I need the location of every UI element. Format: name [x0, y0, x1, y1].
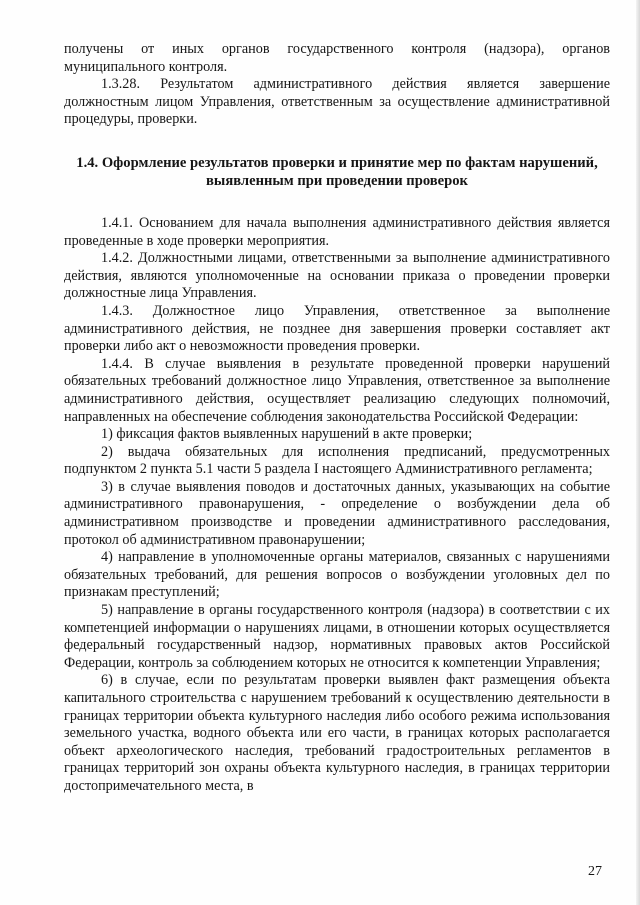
paragraph-1-4-4: 1.4.4. В случае выявления в результате проведенной проверки нарушений обязательных требований должностное лицо Управления, ответственное за выполнение административного действия, осуществляет реализацию следующих полномочий, направленных на обеспечение соблюдения законодательства Российской Федерации: — [64, 355, 610, 425]
list-item-4: 4) направление в уполномоченные органы материалов, связанных с нарушениями обязательных требований, для решения вопросов о возбуждении уголовных дел по признакам преступлений; — [64, 549, 610, 601]
document-body — [64, 41, 610, 796]
paragraph-1-4-1: 1.4.1. Основанием для начала выполнения административного действия является проведенные в ходе проверки мероприятия. — [64, 214, 610, 249]
page-number: 27 — [588, 864, 602, 879]
section-heading-1-4: 1.4. Оформление результатов проверки и принятие мер по фактам нарушений, выявленным при проведении проверок — [76, 154, 598, 189]
list-item-3: 3) в случае выявления поводов и достаточных данных, указывающих на событие административного правонарушения, - определение о возбуждении дела об административном производстве и проведении административного расследования, протокол об административном правонарушении; — [64, 478, 610, 548]
scan-edge-shadow — [636, 0, 640, 905]
list-item-1: 1) фиксация фактов выявленных нарушений в акте проверки; — [101, 426, 473, 443]
paragraph-1-4-3: 1.4.3. Должностное лицо Управления, ответственное за выполнение административного действия, не позднее дня завершения проверки составляет акт проверки либо акт о невозможности проведения проверки. — [64, 302, 610, 355]
list-item-2: 2) выдача обязательных для исполнения предписаний, предусмотренных подпунктом 2 пункта 5.1 части 5 раздела I настоящего Административного регламента; — [64, 443, 610, 478]
list-item-5: 5) направление в органы государственного контроля (надзора) в соответствии с их компетенцией информации о нарушениях лицами, в отношении которых осуществляется федеральный государственный надзор, нормативных правовых актов Российской Федерации, контроль за соблюдением которых не относится к компетенции Управления; — [64, 602, 610, 671]
paragraph-1-4-2: 1.4.2. Должностными лицами, ответственными за выполнение административного действия, являются уполномоченные на основании приказа о проведении проверки должностные лица Управления. — [64, 250, 610, 302]
list-item-6: 6) в случае, если по результатам проверки выявлен факт размещения объекта капитального строительства с нарушением требований к осуществлению деятельности в границах территории объекта культурного наследия либо особого режима использования земельного участка, водного объекта или его части, в границах которых располагается объект археологического наследия, требований градостроительных регламентов в границах территорий зон охраны объекта культурного наследия, в границах территории достопримечательного места, в — [64, 672, 610, 794]
paragraph-1-3-28: 1.3.28. Результатом административного действия является завершение должностным лицом Управления, ответственным за осуществление административной процедуры, проверки. — [64, 76, 610, 128]
paragraph-continuation: получены от иных органов государственного контроля (надзора), органов муниципального контроля. — [64, 41, 610, 75]
